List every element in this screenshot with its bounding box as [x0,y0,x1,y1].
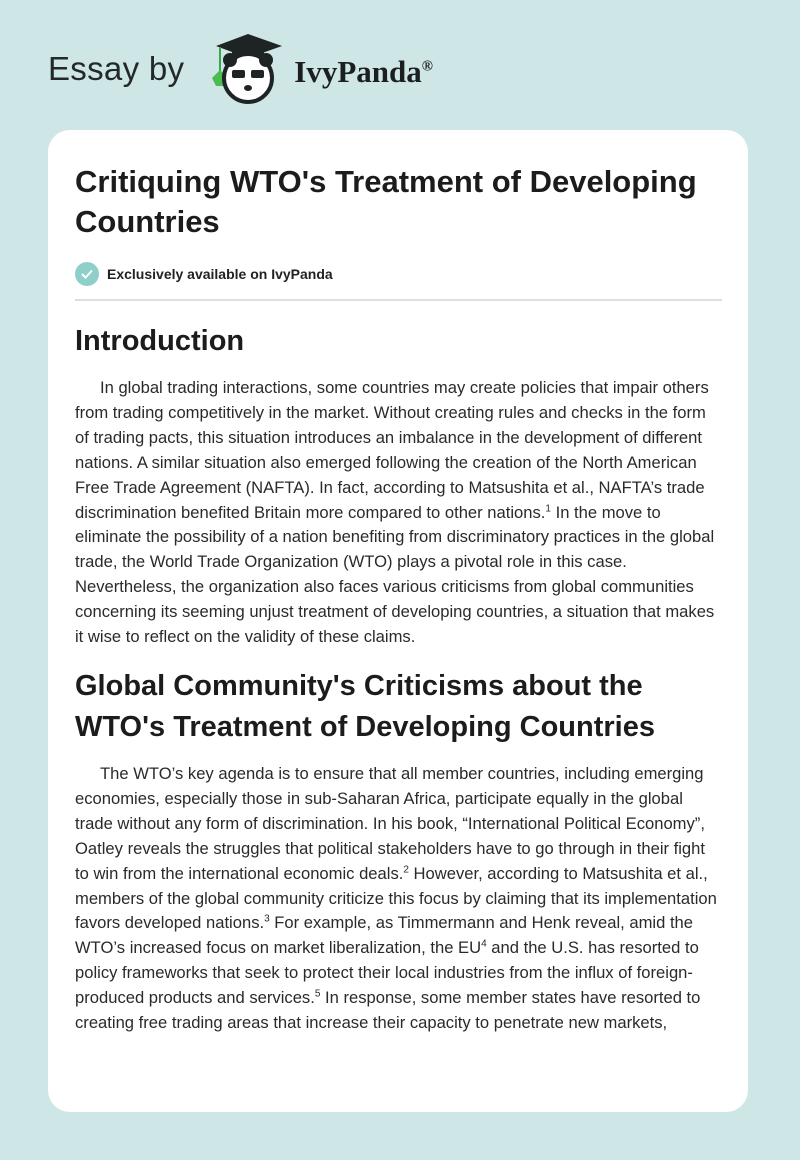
section-heading: Introduction [75,325,245,357]
section-heading: Global Community's Criticisms about the WTO's Treatment of Developing Countries [75,669,655,743]
footnote-ref: 2 [403,864,409,876]
essay-title: Critiquing WTO's Treatment of Developing Countries [75,164,697,239]
brand-header [48,34,433,104]
exclusive-label: Exclusively available on IvyPanda [107,266,333,282]
footnote-ref: 1 [545,503,551,514]
check-icon [75,262,99,286]
paragraph: In global trading interactions, some countries may create policies that impair others from trading competitively in the market. Without creating rules and checks in the form of trading pacts, this situation introduces an imbalance in the development of different nations. A similar situation also emerged following the creation of the North American Free Trade Agreement (NAFTA). In fact, according to Matsushita et al., NAFTA’s trade discrimination benefited Britain more compared to other nations.$^1$ In the move to eliminate the possibility of a nation benefiting from discriminatory practices in the global trade, the World Trade Organization (WTO) plays a pivotal role in this case. Nevertheless, the organization also faces various criticisms from global communities concerning its seeming unjust treatment of developing countries, a situation that makes it wise to reflect on the validity of these claims. [75,378,715,647]
footnote-ref: 4 [481,938,487,950]
panda-logo-icon [206,32,290,106]
paragraph: The WTO’s key agenda is to ensure that all member countries, including emerging economies, especially those in sub-Saharan Africa, participate equally in the global trade without any form of discrimination. In his book, “International Political Economy”, Oatley reveals the struggles that political stakeholders have to go through in their fight to win from the international economic deals.$^2$ However, according to Matsushita et al., members of the global community criticize this focus by claiming that its implementation favors developed nations.$^3$ For example, as Timmermann and Henk reveal, amid the WTO’s increased focus on market liberalization, the $EU^4$ and the U.S. has resorted to policy frameworks that seek to protect their local industries from the influx of foreign-produced products and services.$^5$ In response, some member states have resorted to creating free trading areas that increase their capacity to penetrate new markets, [75,763,717,1033]
brand-name: IvyPanda® [294,54,433,89]
footnote-ref: 5 [314,988,321,1000]
exclusive-badge [75,262,722,286]
footnote-ref: 3 [264,913,270,925]
essay-by-label: Essay by [48,50,185,87]
essay-card [48,130,748,1112]
divider [75,299,722,301]
